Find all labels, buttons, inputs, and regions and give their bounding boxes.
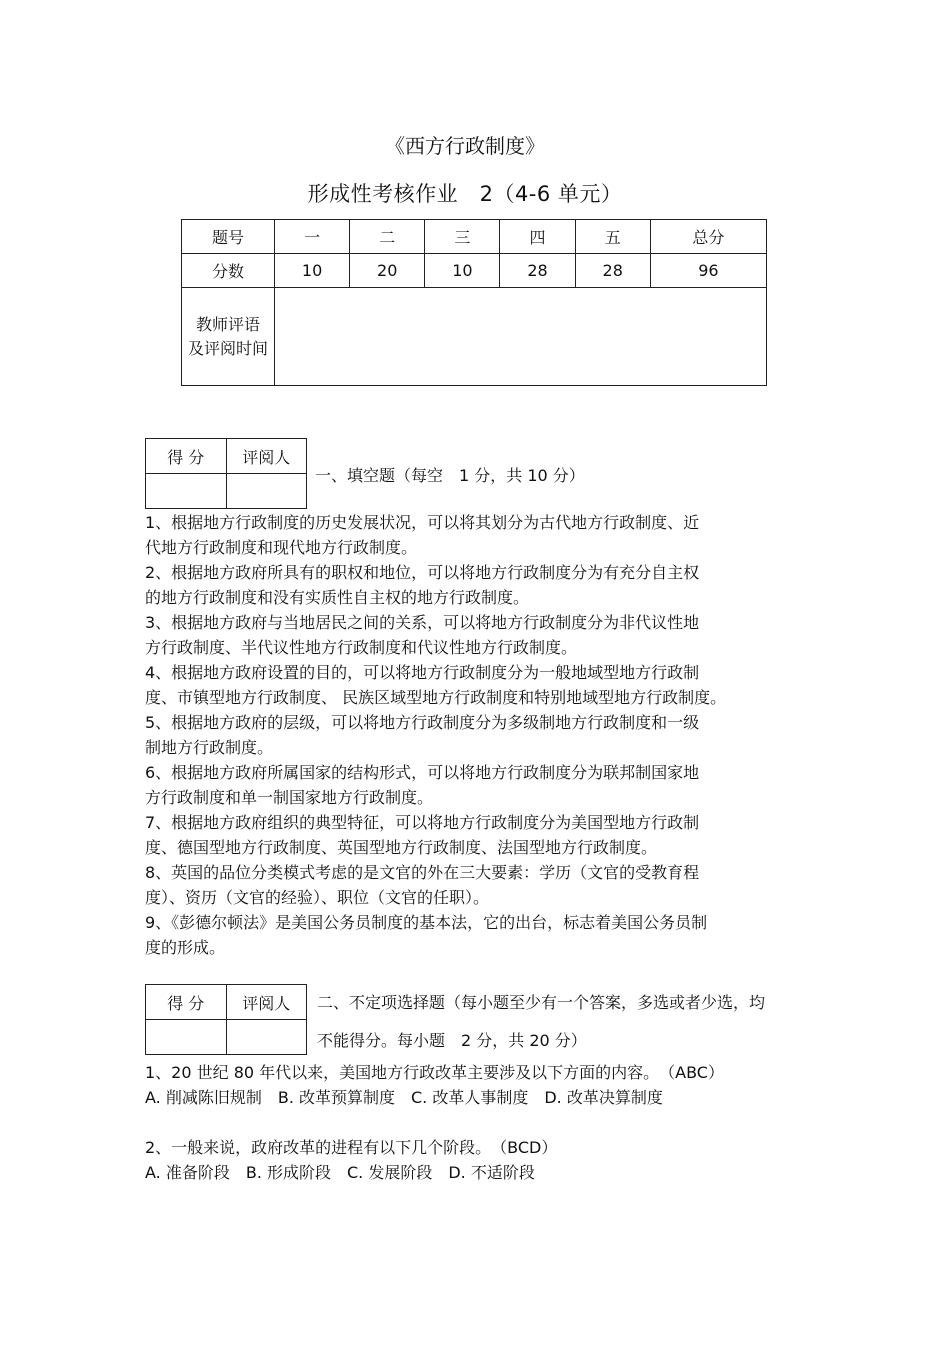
comment-label [182,288,275,386]
document-subtitle: 形成性考核作业 2（4-6 单元） [307,182,623,206]
grade-score-cell [146,474,227,509]
score-cell: 四 [500,220,575,254]
comment-label-line: 及评阅时间 [187,338,268,358]
section2-heading: 二、不定项选择题（每小题至少有一个答案，多选或者少选，均 [317,993,766,1012]
body-line: 8、英国的品位分类模式考虑的是文官的外在三大要素：学历（文官的受教育程 [145,863,700,882]
body-line: 5、根据地方政府的层级，可以将地方行政制度分为多级制地方行政制度和一级 [145,713,700,732]
grade-reviewer-label: 评阅人 [226,439,307,474]
body-line: 3、根据地方政府与当地居民之间的关系，可以将地方行政制度分为非代议性地 [145,613,700,632]
body-line: 制地方行政制度。 [145,738,274,757]
score-cell: 二 [350,220,425,254]
body-line: 度、市镇型地方行政制度、 民族区域型地方行政制度和特别地域型地方行政制度。 [145,688,727,707]
score-cell: 96 [650,254,766,288]
score-cell: 三 [425,220,500,254]
score-cell: 28 [575,254,650,288]
question-1-options: A. 削减陈旧规制 B. 改革预算制度 C. 改革人事制度 D. 改革决算制度 [145,1088,663,1107]
score-table-comment-row [182,288,767,386]
score-table-values-row [182,254,767,288]
body-line: 度、德国型地方行政制度、英国型地方行政制度、法国型地方行政制度。 [145,838,658,857]
body-line: 7、根据地方政府组织的典型特征，可以将地方行政制度分为美国型地方行政制 [145,813,700,832]
document-title: 《西方行政制度》 [385,134,545,158]
grade-reviewer-label: 评阅人 [226,985,307,1020]
score-cell: 20 [350,254,425,288]
grade-box [145,984,307,1055]
question-2: 2、一般来说，政府改革的进程有以下几个阶段。 （BCD） [145,1138,558,1157]
comment-area [275,288,767,386]
body-line: 度）、资历（文官的经验）、职位（文官的任职）。 [145,888,490,907]
question-1: 1、20 世纪 80 年代以来，美国地方行政改革主要涉及以下方面的内容。 （ABC） [145,1063,724,1082]
comment-label-line: 教师评语 [195,314,260,334]
grade-reviewer-cell [226,1020,307,1055]
body-line: 方行政制度和单一制国家地方行政制度。 [145,788,434,807]
body-line: 代地方行政制度和现代地方行政制度。 [145,538,418,557]
score-cell: 题号 [182,220,275,254]
body-line: 2、根据地方政府所具有的职权和地位，可以将地方行政制度分为有充分自主权 [145,563,700,582]
body-line: 的地方行政制度和没有实质性自主权的地方行政制度。 [145,588,530,607]
grade-reviewer-cell [226,474,307,509]
score-cell: 分数 [182,254,275,288]
section2-heading-cont: 不能得分。每小题 2 分，共 20 分） [317,1031,587,1050]
body-line: 6、根据地方政府所属国家的结构形式，可以将地方行政制度分为联邦制国家地 [145,763,700,782]
grade-score-cell [146,1020,227,1055]
score-cell: 总分 [650,220,766,254]
score-cell: 五 [575,220,650,254]
score-cell: 10 [425,254,500,288]
score-cell: 10 [275,254,350,288]
score-table [181,219,767,386]
body-line: 方行政制度、半代议性地方行政制度和代议性地方行政制度。 [145,638,578,657]
score-cell: 一 [275,220,350,254]
body-line: 度的形成。 [145,938,226,957]
grade-box [145,438,307,509]
score-cell: 28 [500,254,575,288]
section1-body [145,510,825,960]
question-2-options: A. 准备阶段 B. 形成阶段 C. 发展阶段 D. 不适阶段 [145,1163,535,1182]
body-line: 9、《彭德尔顿法》是美国公务员制度的基本法，它的出台，标志着美国公务员制 [145,913,708,932]
body-line: 4、根据地方政府设置的目的，可以将地方行政制度分为一般地域型地方行政制 [145,663,700,682]
grade-score-label: 得 分 [146,439,227,474]
body-line: 1、根据地方行政制度的历史发展状况，可以将其划分为古代地方行政制度、近 [145,513,700,532]
grade-score-label: 得 分 [146,985,227,1020]
score-table-header-row [182,220,767,254]
section1-heading: 一、填空题（每空 1 分，共 10 分） [315,466,585,485]
